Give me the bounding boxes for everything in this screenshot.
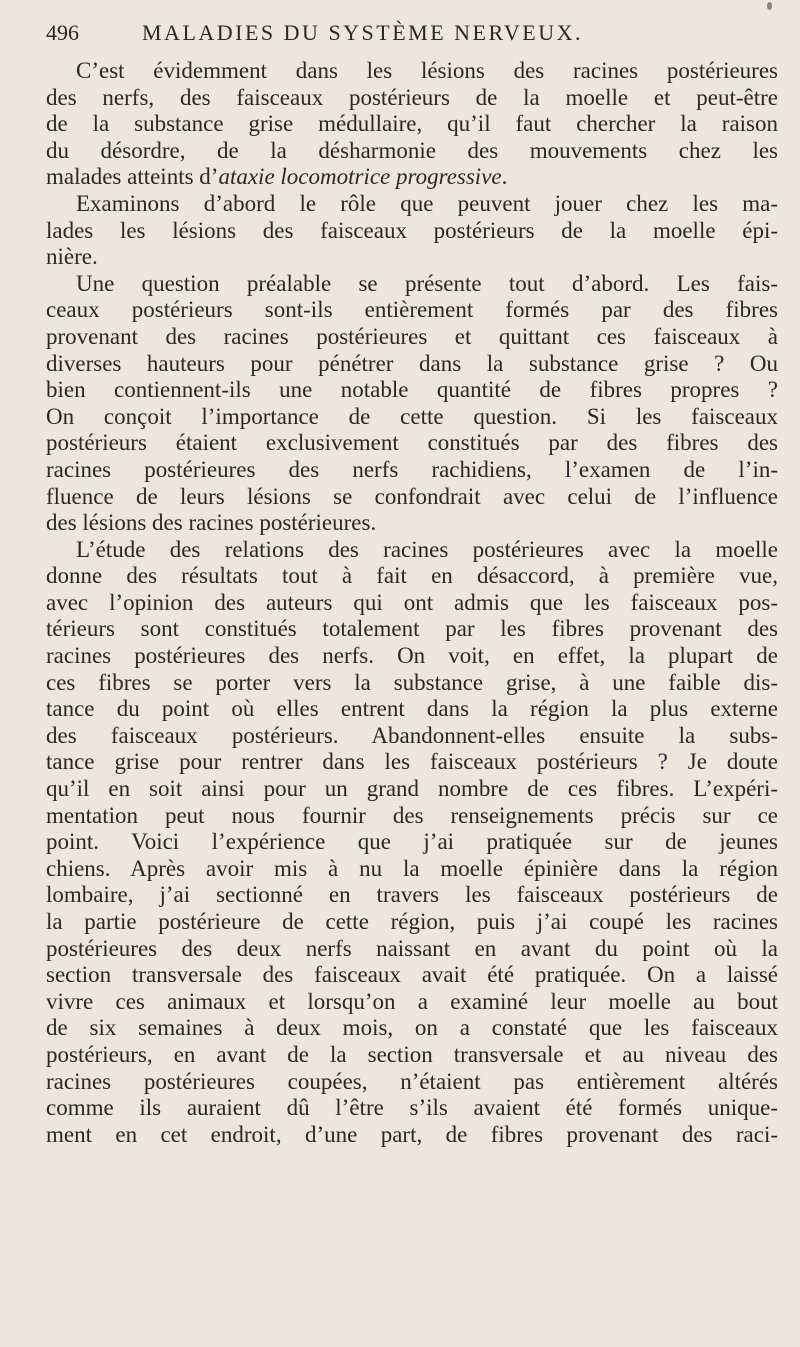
text-line — [46, 882, 778, 909]
text-line — [46, 616, 778, 643]
text-line — [46, 164, 778, 191]
page-number: 496 — [46, 20, 79, 45]
line-text: racines postérieures coupées, n’étaient pas entièrement altérés — [46, 1068, 778, 1094]
text-line — [46, 58, 778, 85]
line-text: racines postérieures des nerfs rachidiens, l’examen de l’in- — [46, 456, 778, 482]
line-text: ceaux postérieurs sont-ils entièrement formés par des fibres — [46, 297, 778, 323]
line-text: de la substance grise médullaire, qu’il faut chercher la raison — [46, 111, 778, 137]
line-text: qu’il en soit ainsi pour un grand nombre de ces fibres. L’expéri- — [46, 776, 778, 802]
text-line — [46, 111, 778, 138]
line-text: la partie postérieure de cette région, puis j’ai coupé les racines — [46, 909, 778, 934]
line-text: tance du point où elles entrent dans la région la plus externe — [46, 696, 778, 722]
text-line — [46, 324, 778, 351]
line-text: chiens. Après avoir mis à nu la moelle épinière dans la région — [46, 855, 778, 881]
text-line — [46, 989, 778, 1016]
text-line — [46, 856, 778, 883]
line-text: lades les lésions des faisceaux postérieurs de la moelle épi- — [46, 217, 778, 243]
text-line — [46, 936, 778, 963]
line-text: tance grise pour rentrer dans les faisceaux postérieurs ? Je doute — [46, 749, 778, 775]
line-text: térieurs sont constitués totalement par les fibres provenant des — [46, 616, 778, 642]
text-line — [46, 271, 778, 298]
text-line — [46, 590, 778, 617]
line-text: diverses hauteurs pour pénétrer dans la substance grise ? Ou — [46, 350, 778, 376]
line-text: postérieurs, en avant de la section transversale et au niveau des — [46, 1041, 778, 1067]
text-line — [46, 1042, 778, 1069]
line-text: racines postérieures des nerfs. On voit, en effet, la plupart de — [46, 643, 778, 669]
line-text: vivre ces animaux et lorsqu’on a examiné leur moelle au bout — [46, 988, 778, 1014]
line-text: point. Voici l’expérience que j’ai pratiquée sur de jeunes — [46, 829, 778, 855]
line-text: de six semaines à deux mois, on a constaté que les faisceaux — [46, 1015, 778, 1041]
text-line — [46, 85, 778, 112]
text-line — [46, 1095, 778, 1122]
text-line — [46, 138, 778, 165]
line-text: ces fibres se porter vers la substance grise, à une faible dis- — [46, 669, 778, 695]
text-line — [46, 829, 778, 856]
line-text: Une question préalable se présente tout d’abord. Les fais- — [76, 270, 778, 296]
text-line — [46, 457, 778, 484]
text-line — [46, 244, 778, 271]
line-text: mentation peut nous fournir des renseignements précis sur ce — [46, 802, 778, 828]
text-line — [46, 297, 778, 324]
text-line — [46, 510, 778, 537]
line-text: lombaire, j’ai sectionné en travers les faisceaux postérieurs de — [46, 882, 778, 908]
line-text-after: . — [501, 164, 508, 190]
text-line — [46, 696, 778, 723]
italic-term: ataxie locomotrice progressive — [218, 164, 502, 190]
running-title: MALADIES DU SYSTÈME NERVEUX. — [142, 20, 584, 45]
text-line — [46, 377, 778, 404]
line-text: avec l’opinion des auteurs qui ont admis que les faisceaux pos- — [46, 589, 778, 615]
text-line — [46, 191, 778, 218]
text-line — [46, 1015, 778, 1042]
text-line — [46, 404, 778, 431]
line-text: section transversale des faisceaux avait été pratiquée. On a laissé — [46, 962, 778, 988]
text-line — [46, 803, 778, 830]
text-line — [46, 909, 778, 936]
text-line — [46, 670, 778, 697]
text-line — [46, 643, 778, 670]
text-line — [46, 537, 778, 564]
line-text: On conçoit l’importance de cette question. Si les faisceaux — [46, 403, 778, 429]
line-text: comme ils auraient dû l’être s’ils avaient été formés unique- — [46, 1095, 778, 1121]
line-text: provenant des racines postérieures et quittant ces faisceaux à — [46, 323, 778, 349]
text-line — [46, 749, 778, 776]
line-text: fluence de leurs lésions se confondrait avec celui de l’influence — [46, 483, 778, 509]
text-line — [46, 563, 778, 590]
text-line — [46, 962, 778, 989]
text-line — [46, 1069, 778, 1096]
book-page — [46, 0, 778, 1347]
line-text: postérieurs étaient exclusivement constitués par des fibres des — [46, 430, 778, 456]
line-text: L’étude des relations des racines postérieures avec la moelle — [76, 536, 778, 562]
line-text: des nerfs, des faisceaux postérieurs de la moelle et peut-être — [46, 84, 778, 110]
body-text — [46, 58, 778, 1148]
line-text: malades atteints d’ — [46, 164, 219, 190]
line-text: C’est évidemment dans les lésions des racines postérieures — [76, 58, 778, 83]
line-text: Examinons d’abord le rôle que peuvent jouer chez les ma- — [76, 190, 778, 216]
line-text: nière. — [46, 244, 98, 270]
corner-mark-decoration — [767, 2, 772, 10]
line-text: bien contiennent-ils une notable quantité de fibres propres ? — [46, 377, 778, 403]
text-line — [46, 218, 778, 245]
text-line — [46, 351, 778, 378]
line-text: du désordre, de la désharmonie des mouvements chez les — [46, 137, 778, 163]
text-line — [46, 430, 778, 457]
line-text: ment en cet endroit, d’une part, de fibres provenant des raci- — [46, 1121, 778, 1147]
line-text: des faisceaux postérieurs. Abandonnent-elles ensuite la subs- — [46, 722, 778, 748]
line-text: donne des résultats tout à fait en désaccord, à première vue, — [46, 563, 778, 589]
text-line — [46, 1122, 778, 1149]
text-line — [46, 484, 778, 511]
page-header — [46, 20, 778, 48]
line-text: des lésions des racines postérieures. — [46, 510, 377, 536]
text-line — [46, 776, 778, 803]
line-text: postérieures des deux nerfs naissant en avant du point où la — [46, 935, 778, 961]
text-line — [46, 723, 778, 750]
